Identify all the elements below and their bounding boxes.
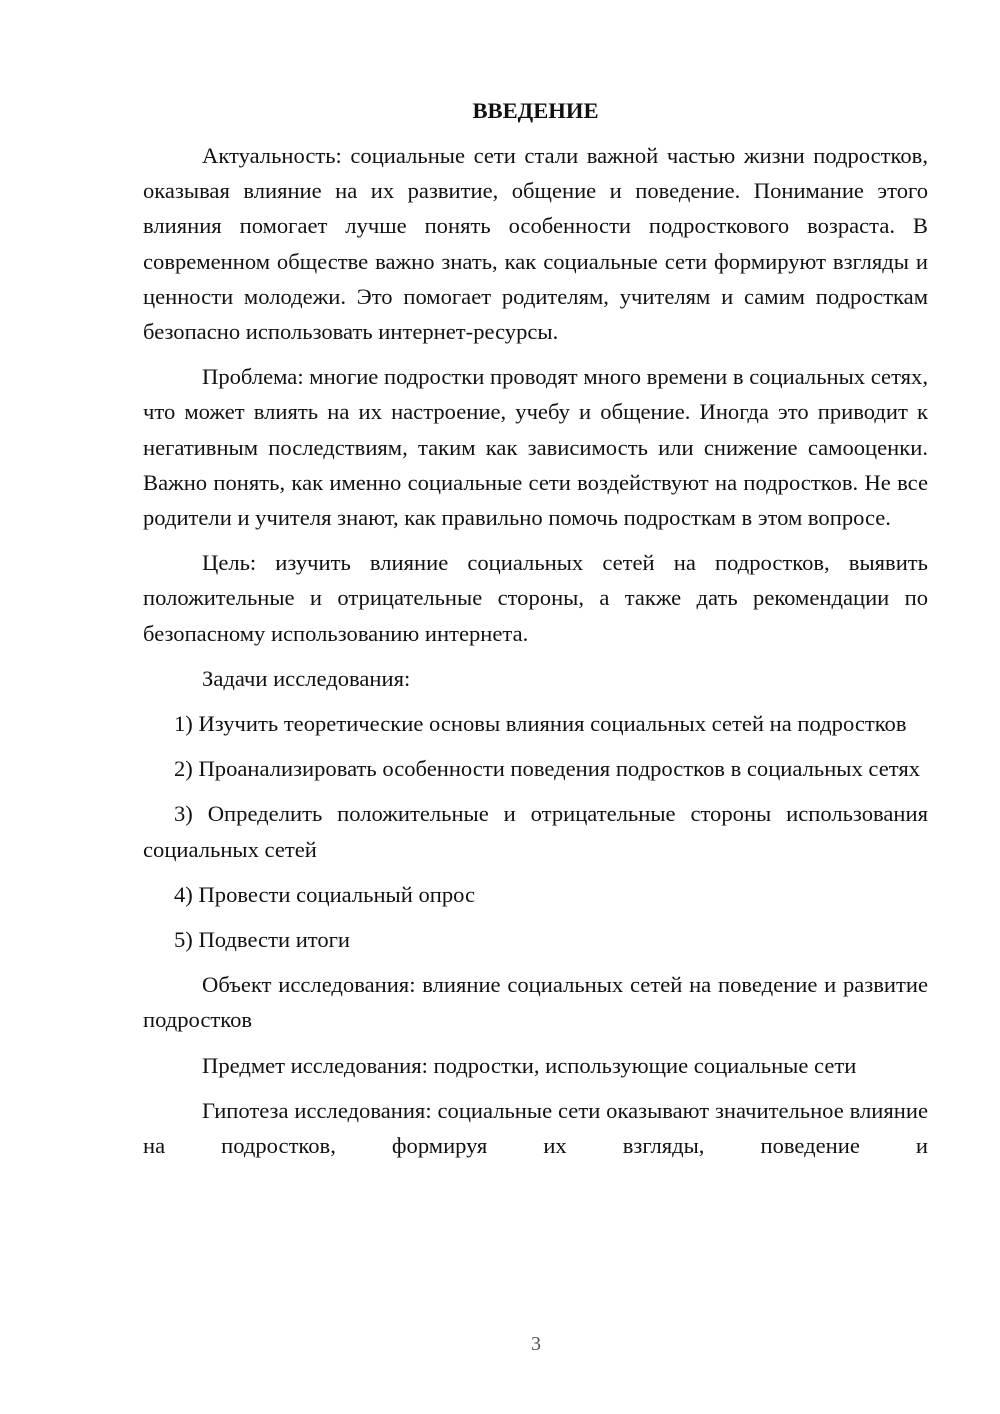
paragraph-goal: Цель: изучить влияние социальных сетей на подростков, выявить положительные и отрицательные стороны, а также дать рекомендации по безопасному использованию интернета. xyxy=(143,550,928,646)
task-item-2: 2) Проанализировать особенности поведения подростков в социальных сетях xyxy=(174,756,921,782)
task-item-3: 3) Определить положительные и отрицательные стороны использования социальных сетей xyxy=(143,801,928,862)
page-number: 3 xyxy=(531,1333,541,1355)
paragraph-problem: Проблема: многие подростки проводят много времени в социальных сетях, что может влиять на их настроение, учебу и общение. Иногда это приводит к негативным последствиям, таким как зависимость или снижение самооценки. Важно понять, как именно социальные сети воздействуют на подростков. Не все родители и учителя знают, как правильно помочь подросткам в этом вопросе. xyxy=(143,364,928,531)
paragraph-relevance: Актуальность: социальные сети стали важной частью жизни подростков, оказывая влияние на их развитие, общение и поведение. Понимание этого влияния помогает лучше понять особенности подросткового возраста. В современном обществе важно знать, как социальные сети формируют взгляды и ценности молодежи. Это помогает родителям, учителям и самим подросткам безопасно использовать интернет-ресурсы. xyxy=(143,143,928,345)
task-item-5: 5) Подвести итоги xyxy=(174,927,351,953)
task-item-1: 1) Изучить теоретические основы влияния социальных сетей на подростков xyxy=(174,711,907,737)
document-page xyxy=(143,94,928,1173)
paragraph-tasks-heading: Задачи исследования: xyxy=(202,665,411,691)
paragraph-hypothesis: Гипотеза исследования: социальные сети оказывают значительное влияние на подростков, формируя их взгляды, поведение и xyxy=(143,1097,928,1159)
section-title: ВВЕДЕНИЕ xyxy=(472,98,599,123)
paragraph-subject: Предмет исследования: подростки, использующие социальные сети xyxy=(202,1052,857,1078)
paragraph-object: Объект исследования: влияние социальных сетей на поведение и развитие подростков xyxy=(143,972,928,1033)
task-item-4: 4) Провести социальный опрос xyxy=(174,881,476,907)
